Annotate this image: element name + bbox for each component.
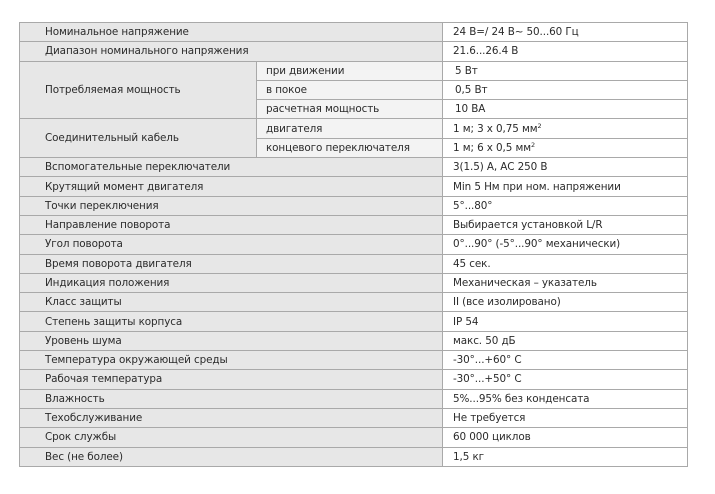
table-row-nominal-voltage [20,23,688,42]
table-row [20,389,688,408]
spec-value: 0,5 Вт [443,80,688,99]
spec-value: Не требуется [443,408,688,427]
spec-sublabel: двигателя [257,119,443,138]
spec-value: макс. 50 дБ [443,331,688,350]
table-row [20,177,688,196]
spec-value: Min 5 Нм при ном. напряжении [443,177,688,196]
spec-sublabel: при движении [257,61,443,80]
spec-value: -30°...+60° С [443,351,688,370]
spec-label: Класс защиты [20,293,443,312]
spec-value: II (все изолировано) [443,293,688,312]
table-row [20,447,688,466]
spec-value: 5°...80° [443,196,688,215]
spec-value: 3(1.5) А, АС 250 В [443,158,688,177]
spec-label: Угол поворота [20,235,443,254]
spec-sublabel: в покое [257,80,443,99]
table-row [20,428,688,447]
spec-value: 5 Вт [443,61,688,80]
spec-value: 45 сек. [443,254,688,273]
table-row [20,293,688,312]
table-row-power-consumption-moving [20,61,688,80]
specifications-table-body [20,23,688,467]
spec-label: Влажность [20,389,443,408]
spec-label: Диапазон номинального напряжения [20,42,443,61]
table-row-voltage-range [20,42,688,61]
spec-sublabel: расчетная мощность [257,100,443,119]
table-row-cable-motor [20,119,688,138]
spec-value: 5%...95% без конденсата [443,389,688,408]
superscript: 2 [537,121,542,130]
table-row [20,331,688,350]
table-row [20,254,688,273]
spec-label: Время поворота двигателя [20,254,443,273]
spec-value: 1,5 кг [443,447,688,466]
table-row [20,235,688,254]
spec-label: Степень защиты корпуса [20,312,443,331]
spec-label: Срок службы [20,428,443,447]
table-row [20,196,688,215]
spec-value: Выбирается установкой L/R [443,215,688,234]
spec-sublabel: концевого переключателя [257,138,443,157]
spec-label: Техобслуживание [20,408,443,427]
spec-value: 21.6...26.4 В [443,42,688,61]
spec-value-text: 1 м; 6 x 0,5 мм [453,141,531,154]
spec-value: IP 54 [443,312,688,331]
spec-label: Индикация положения [20,273,443,292]
spec-value: 24 В=/ 24 В~ 50...60 Гц [443,23,688,42]
spec-value: Механическая – указатель [443,273,688,292]
table-row [20,215,688,234]
table-row [20,408,688,427]
spec-value-text: 1 м; 3 x 0,75 мм [453,122,538,135]
spec-value: 10 ВА [443,100,688,119]
specifications-table [19,22,688,467]
superscript: 2 [530,140,535,149]
spec-value: 60 000 циклов [443,428,688,447]
spec-label: Температура окружающей среды [20,351,443,370]
spec-label: Крутящий момент двигателя [20,177,443,196]
table-row [20,158,688,177]
spec-label: Вес (не более) [20,447,443,466]
spec-label: Направление поворота [20,215,443,234]
spec-value [443,119,688,138]
spec-label: Уровень шума [20,331,443,350]
spec-value [443,138,688,157]
table-row [20,312,688,331]
spec-value: -30°...+50° С [443,370,688,389]
table-row [20,351,688,370]
table-row [20,273,688,292]
spec-label-power-consumption: Потребляемая мощность [20,61,257,119]
spec-label: Точки переключения [20,196,443,215]
spec-label-connection-cable: Соединительный кабель [20,119,257,158]
spec-value: 0°...90° (-5°...90° механически) [443,235,688,254]
spec-label: Вспомогательные переключатели [20,158,443,177]
spec-label: Номинальное напряжение [20,23,443,42]
table-row [20,370,688,389]
spec-label: Рабочая температура [20,370,443,389]
